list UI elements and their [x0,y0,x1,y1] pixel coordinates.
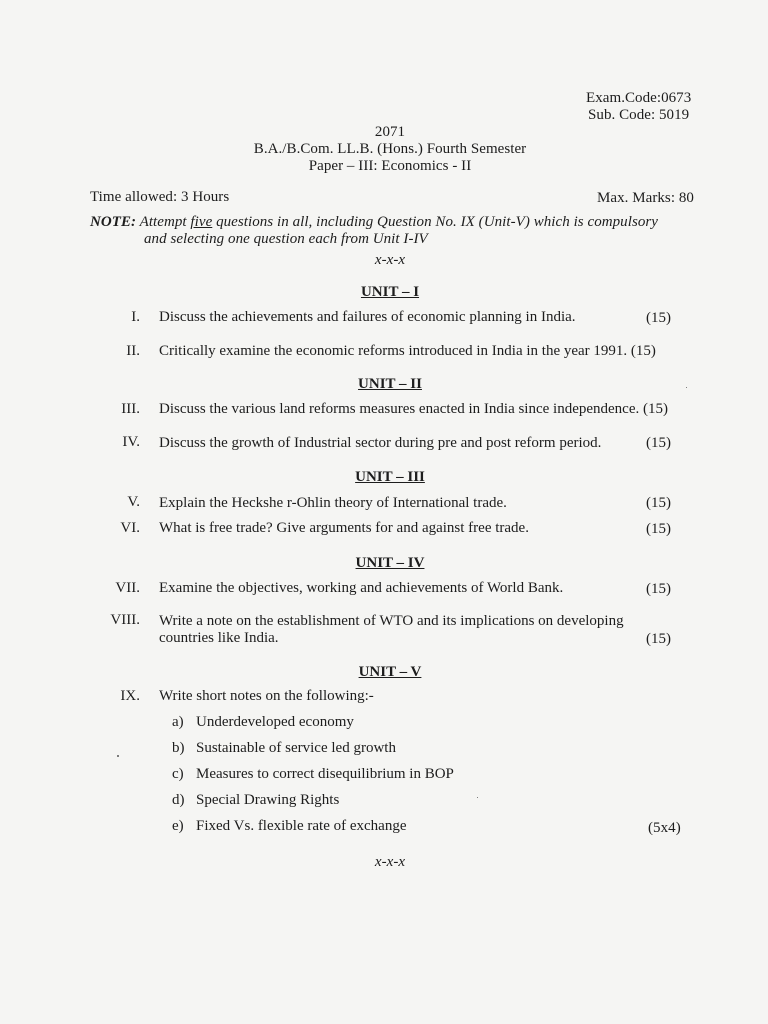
unit-5-heading: UNIT – V [358,664,422,680]
question-marks: (15) [646,521,671,537]
question-marks: (15) [646,310,671,326]
sub-item: d) Special Drawing Rights [172,792,340,808]
unit-4-heading: UNIT – IV [355,555,425,571]
question-text-cont: countries like India. [159,630,279,646]
question-text: Write a note on the establishment of WTO and its implications on developing [159,613,624,629]
question-number: V. [127,494,140,510]
question-number: VIII. [110,612,140,628]
note-line-1: NOTE: Attempt five questions in all, including Question No. IX (Unit-V) which is compulsory [90,214,658,230]
question-text: Critically examine the economic reforms introduced in India in the year 1991. (15) [159,343,656,359]
max-marks: Max. Marks: 80 [597,190,694,206]
note-line-2: and selecting one question each from Unit I-IV [144,231,428,247]
course-title: B.A./B.Com. LL.B. (Hons.) Fourth Semester [253,141,527,157]
sub-item: c) Measures to correct disequilibrium in BOP [172,766,454,782]
unit-2-heading: UNIT – II [358,376,422,392]
scan-speck [686,387,687,388]
question-marks: (5x4) [648,820,681,836]
question-number: IX. [120,688,140,704]
separator-bottom: x-x-x [374,854,406,870]
question-text: What is free trade? Give arguments for and against free trade. [159,520,529,536]
paper-title: Paper – III: Economics - II [308,158,472,174]
sub-item: b) Sustainable of service led growth [172,740,396,756]
unit-1-heading: UNIT – I [360,284,420,300]
sub-item: e) Fixed Vs. flexible rate of exchange [172,818,407,834]
question-text: Discuss the achievements and failures of economic planning in India. [159,309,576,325]
question-number: II. [126,343,140,359]
question-number: VI. [120,520,140,536]
exam-code: Exam.Code:0673 [586,90,692,106]
unit-3-heading: UNIT – III [355,469,425,485]
question-marks: (15) [646,435,671,451]
note-label: NOTE: [90,214,137,230]
note-five: five [190,214,213,230]
question-marks: (15) [646,631,671,647]
sub-item: a) Underdeveloped economy [172,714,354,730]
question-text: Write short notes on the following:- [159,688,374,704]
question-text: Explain the Heckshe r-Ohlin theory of International trade. [159,495,507,511]
question-marks: (15) [646,581,671,597]
subject-code: Sub. Code: 5019 [588,107,690,123]
year: 2071 [374,124,406,140]
question-text: Discuss the various land reforms measures enacted in India since independence. (15) [159,401,668,417]
question-number: IV. [122,434,140,450]
separator-top: x-x-x [374,252,406,268]
question-number: VII. [115,580,140,596]
scan-speck [117,755,119,757]
question-number: I. [131,309,140,325]
question-marks: (15) [646,495,671,511]
question-text: Examine the objectives, working and achievements of World Bank. [159,580,564,596]
time-allowed: Time allowed: 3 Hours [90,189,230,205]
question-text: Discuss the growth of Industrial sector during pre and post reform period. [159,435,602,451]
question-number: III. [121,401,140,417]
scan-speck [477,797,478,798]
